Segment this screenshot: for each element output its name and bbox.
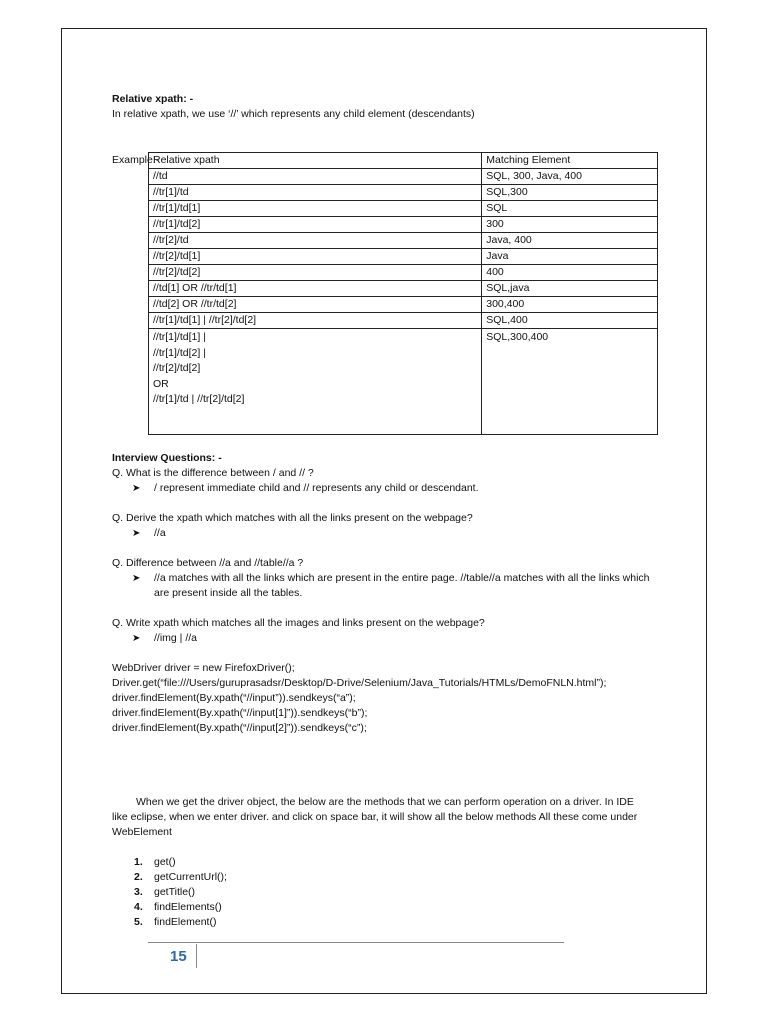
table-cell: //tr[1]/td[1] | //tr[2]/td[2] bbox=[149, 313, 482, 329]
question: Q. Derive the xpath which matches with all the links present on the webpage? bbox=[112, 512, 473, 524]
xpath-line: //tr[1]/td | //tr[2]/td[2] bbox=[153, 393, 245, 405]
interview-heading: Interview Questions: - bbox=[112, 452, 222, 464]
arrow-bullet-icon: ➤ bbox=[132, 528, 141, 539]
table-header-row bbox=[149, 153, 658, 169]
table-cell: SQL,300,400 bbox=[482, 329, 658, 435]
arrow-bullet-icon: ➤ bbox=[132, 633, 141, 644]
table-row bbox=[149, 329, 658, 435]
interview-section bbox=[112, 451, 672, 736]
table-row bbox=[149, 169, 658, 185]
table-row bbox=[149, 249, 658, 265]
table-row bbox=[149, 297, 658, 313]
table-cell: 300 bbox=[482, 217, 658, 233]
table-cell: //td[1] OR //tr/td[1] bbox=[149, 281, 482, 297]
code-line: driver.findElement(By.xpath(“//input”)).sendkeys(“a”); bbox=[112, 692, 356, 704]
table-cell: //tr[1]/td[2] bbox=[149, 217, 482, 233]
list-item: 4. findElements() bbox=[134, 901, 222, 913]
xpath-line: OR bbox=[153, 377, 169, 390]
table-row bbox=[149, 313, 658, 329]
answer: ➤ //img | //a bbox=[132, 632, 197, 644]
arrow-bullet-icon: ➤ bbox=[132, 483, 141, 494]
table-row bbox=[149, 233, 658, 249]
table-cell: Java bbox=[482, 249, 658, 265]
list-item: 2. getCurrentUrl(); bbox=[134, 871, 227, 883]
code-line: Driver.get(“file:///Users/guruprasadsr/Desktop/D-Drive/Selenium/Java_Tutorials/HTMLs/DemoFNLN.html”); bbox=[112, 677, 607, 689]
table-cell: SQL,300 bbox=[482, 185, 658, 201]
table-cell: //tr[2]/td[2] bbox=[149, 265, 482, 281]
xpath-table bbox=[148, 152, 658, 435]
table-cell: SQL,400 bbox=[482, 313, 658, 329]
xpath-line: //tr[1]/td[1] | bbox=[153, 331, 206, 343]
question: Q. Difference between //a and //table//a ? bbox=[112, 557, 304, 569]
table-cell: //td bbox=[149, 169, 482, 185]
question: Q. What is the difference between / and // ? bbox=[112, 467, 314, 479]
xpath-line: //tr[1]/td[2] | bbox=[153, 346, 206, 359]
code-line: WebDriver driver = new FirefoxDriver(); bbox=[112, 662, 295, 674]
answer: ➤ //a matches with all the links which are present in the entire page. //table//a matches with all the links which are present inside all the tables. bbox=[132, 572, 650, 599]
table-cell: //td[2] OR //tr/td[2] bbox=[149, 297, 482, 313]
list-item: 1. get() bbox=[134, 856, 176, 868]
question: Q. Write xpath which matches all the images and links present on the webpage? bbox=[112, 617, 485, 629]
footer-separator bbox=[196, 944, 197, 968]
arrow-bullet-icon: ➤ bbox=[132, 573, 141, 584]
footer-rule bbox=[148, 942, 564, 943]
table-cell: //tr[1]/td[1] bbox=[149, 201, 482, 217]
answer: ➤ //a bbox=[132, 527, 166, 539]
list-item: 3. getTitle() bbox=[134, 886, 196, 898]
example-label: Example:- bbox=[112, 154, 160, 166]
section-heading: Relative xpath: - bbox=[112, 93, 194, 105]
list-item: 5. findElement() bbox=[134, 916, 217, 928]
table-row bbox=[149, 265, 658, 281]
code-line: driver.findElement(By.xpath(“//input[2]”)).sendkeys(“c”); bbox=[112, 722, 367, 734]
table-cell: //tr[1]/td bbox=[149, 185, 482, 201]
code-line: driver.findElement(By.xpath(“//input[1]”)).sendkeys(“b”); bbox=[112, 707, 368, 719]
methods-section bbox=[112, 795, 672, 930]
table-row bbox=[149, 185, 658, 201]
code-block bbox=[112, 661, 672, 736]
table-cell: SQL bbox=[482, 201, 658, 217]
table-cell: SQL,java bbox=[482, 281, 658, 297]
table-cell: SQL, 300, Java, 400 bbox=[482, 169, 658, 185]
table-row bbox=[149, 201, 658, 217]
intro-text: In relative xpath, we use ‘//’ which represents any child element (descendants) bbox=[112, 108, 475, 120]
methods-list bbox=[112, 855, 672, 930]
table-header-cell: Relative xpath bbox=[149, 153, 482, 169]
table-cell: Java, 400 bbox=[482, 233, 658, 249]
table-cell: //tr[2]/td bbox=[149, 233, 482, 249]
table-row bbox=[149, 281, 658, 297]
table-cell: 300,400 bbox=[482, 297, 658, 313]
table-row bbox=[149, 217, 658, 233]
table-cell: //tr[2]/td[1] bbox=[149, 249, 482, 265]
table-cell bbox=[149, 329, 482, 435]
xpath-line: //tr[2]/td[2] bbox=[153, 362, 201, 374]
table-cell: 400 bbox=[482, 265, 658, 281]
table-header-cell: Matching Element bbox=[482, 153, 658, 169]
answer: ➤ / represent immediate child and // represents any child or descendant. bbox=[132, 482, 479, 494]
page-number: 15 bbox=[170, 948, 187, 965]
methods-paragraph: When we get the driver object, the below are the methods that we can perform operation on a driver. In IDE like eclipse, when we enter driver. and click on space bar, it will show all the below methods All these come under WebElement bbox=[112, 796, 638, 838]
